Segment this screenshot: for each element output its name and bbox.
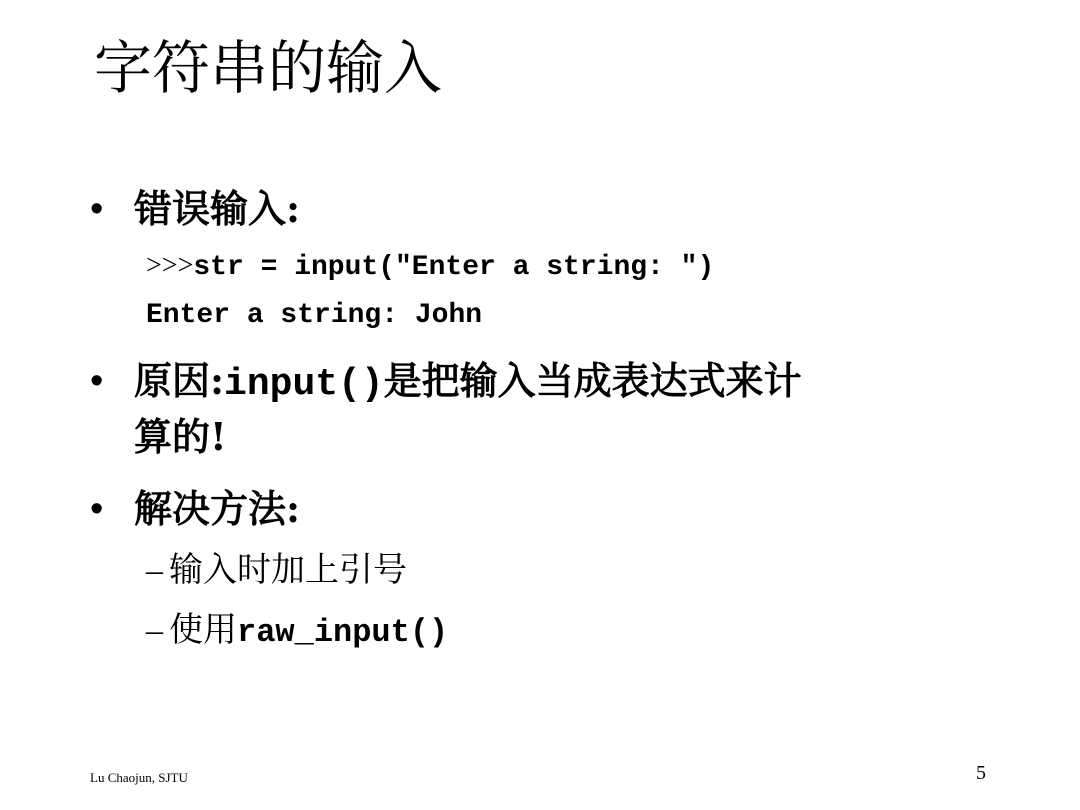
bullet-text: 错误输入: [134, 186, 301, 231]
code-line-output [146, 298, 482, 334]
bullet-text-line2: 算的! [134, 414, 227, 459]
bullet-text: 解决方法: [134, 486, 301, 531]
sub-item-quotes [146, 546, 407, 595]
reason-text: 是把输入当成表达式来计 [383, 358, 802, 403]
slide-title: 字符串的输入 [94, 34, 443, 102]
inline-code-input: input() [224, 363, 384, 406]
code-line-input-call [146, 248, 714, 286]
bullet-dot: • [90, 188, 104, 230]
footer-author: Lu Chaojun, SJTU [90, 770, 188, 785]
sub-item-text: 使用 [169, 610, 237, 650]
page-number: 5 [976, 762, 986, 784]
code-text: Enter a string: John [146, 300, 483, 331]
bullet-dot: • [90, 488, 104, 530]
bullet-dot: • [90, 360, 104, 402]
code-text: str = input("Enter a string: ") [193, 252, 715, 283]
bullet-text-line1 [134, 354, 802, 412]
dash-marker: – [146, 552, 163, 589]
sub-item-text: 输入时加上引号 [169, 550, 407, 590]
reason-label: 原因: [134, 358, 225, 403]
dash-marker: – [146, 612, 163, 649]
python-prompt: >>> [146, 250, 194, 281]
sub-item-raw-input [146, 606, 448, 657]
inline-code-raw-input: raw_input() [237, 614, 449, 651]
